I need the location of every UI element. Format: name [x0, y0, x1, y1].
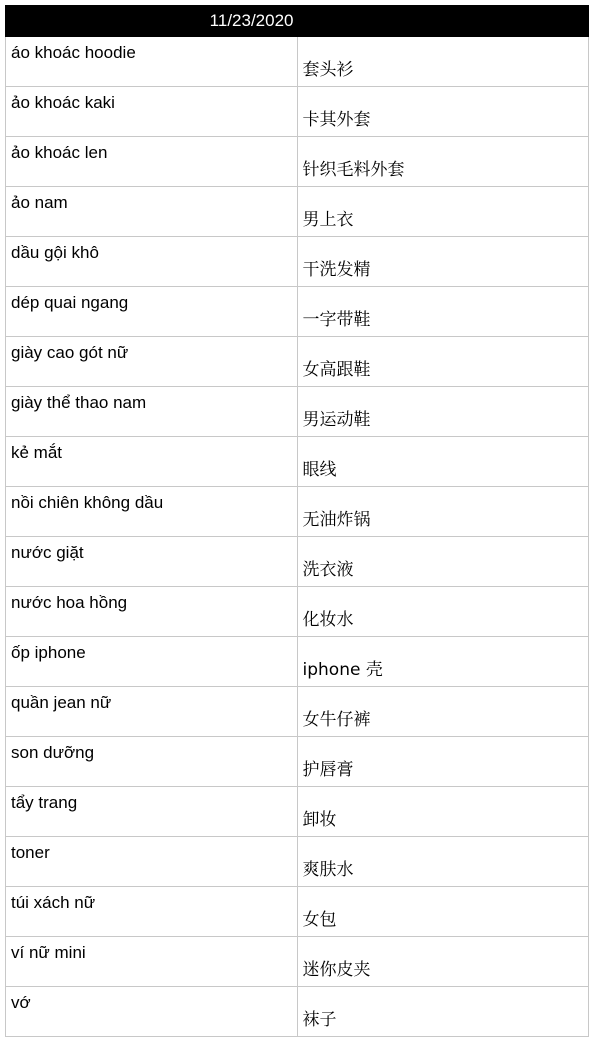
- vietnamese-term-cell[interactable]: áo khoác hoodie: [6, 37, 298, 87]
- vietnamese-term-cell[interactable]: túi xách nữ: [6, 887, 298, 937]
- chinese-term-cell[interactable]: 化妆水: [297, 587, 589, 637]
- vietnamese-term-cell[interactable]: dép quai ngang: [6, 287, 298, 337]
- vietnamese-term-cell[interactable]: ví nữ mini: [6, 937, 298, 987]
- table-row: [6, 587, 589, 637]
- chinese-term-cell[interactable]: 卡其外套: [297, 87, 589, 137]
- vietnamese-term-cell[interactable]: ảo khoác kaki: [6, 87, 298, 137]
- chinese-term-cell[interactable]: 一字带鞋: [297, 287, 589, 337]
- table-row: [6, 987, 589, 1037]
- table-row: [6, 337, 589, 387]
- chinese-term-cell[interactable]: 针织毛料外套: [297, 137, 589, 187]
- table-row: [6, 487, 589, 537]
- chinese-term-cell[interactable]: 女高跟鞋: [297, 337, 589, 387]
- table-row: [6, 937, 589, 987]
- table-row: [6, 437, 589, 487]
- chinese-term-cell[interactable]: 眼线: [297, 437, 589, 487]
- chinese-term-cell[interactable]: 无油炸锅: [297, 487, 589, 537]
- vietnamese-term-cell[interactable]: giày cao gót nữ: [6, 337, 298, 387]
- chinese-term-cell[interactable]: 爽肤水: [297, 837, 589, 887]
- vietnamese-term-cell[interactable]: ốp iphone: [6, 637, 298, 687]
- vietnamese-term-cell[interactable]: ảo nam: [6, 187, 298, 237]
- vietnamese-term-cell[interactable]: kẻ mắt: [6, 437, 298, 487]
- chinese-term-cell[interactable]: 袜子: [297, 987, 589, 1037]
- chinese-term-cell[interactable]: 男运动鞋: [297, 387, 589, 437]
- vietnamese-term-cell[interactable]: dầu gội khô: [6, 237, 298, 287]
- chinese-term-cell[interactable]: 卸妆: [297, 787, 589, 837]
- table-row: [6, 537, 589, 587]
- table-row: [6, 737, 589, 787]
- chinese-term-cell[interactable]: 干洗发精: [297, 237, 589, 287]
- vietnamese-term-cell[interactable]: nồi chiên không dầu: [6, 487, 298, 537]
- table-row: [6, 687, 589, 737]
- chinese-term-cell[interactable]: iphone 壳: [297, 637, 589, 687]
- chinese-term-cell[interactable]: 女包: [297, 887, 589, 937]
- table-row: [6, 287, 589, 337]
- vietnamese-term-cell[interactable]: toner: [6, 837, 298, 887]
- table-row: [6, 387, 589, 437]
- vietnamese-term-cell[interactable]: giày thể thao nam: [6, 387, 298, 437]
- vietnamese-term-cell[interactable]: vớ: [6, 987, 298, 1037]
- table-row: [6, 837, 589, 887]
- chinese-term-cell[interactable]: 套头衫: [297, 37, 589, 87]
- vietnamese-term-cell[interactable]: nước hoa hồng: [6, 587, 298, 637]
- spreadsheet-body: [6, 6, 589, 1037]
- table-row: [6, 887, 589, 937]
- vietnamese-term-cell[interactable]: tẩy trang: [6, 787, 298, 837]
- table-row: [6, 237, 589, 287]
- vietnamese-term-cell[interactable]: son dưỡng: [6, 737, 298, 787]
- chinese-term-cell[interactable]: 护唇膏: [297, 737, 589, 787]
- chinese-term-cell[interactable]: 女牛仔裤: [297, 687, 589, 737]
- table-row: [6, 637, 589, 687]
- table-row: [6, 87, 589, 137]
- table-row: [6, 187, 589, 237]
- header-empty-cell[interactable]: [297, 6, 589, 37]
- table-row: [6, 37, 589, 87]
- chinese-term-cell[interactable]: 迷你皮夹: [297, 937, 589, 987]
- vietnamese-term-cell[interactable]: quần jean nữ: [6, 687, 298, 737]
- header-row: [6, 6, 589, 37]
- table-row: [6, 137, 589, 187]
- chinese-term-cell[interactable]: 男上衣: [297, 187, 589, 237]
- vietnamese-term-cell[interactable]: ảo khoác len: [6, 137, 298, 187]
- chinese-term-cell[interactable]: 洗衣液: [297, 537, 589, 587]
- table-row: [6, 787, 589, 837]
- vietnamese-term-cell[interactable]: nước giặt: [6, 537, 298, 587]
- spreadsheet-table: [5, 5, 589, 1037]
- header-date-cell[interactable]: 11/23/2020: [6, 6, 298, 37]
